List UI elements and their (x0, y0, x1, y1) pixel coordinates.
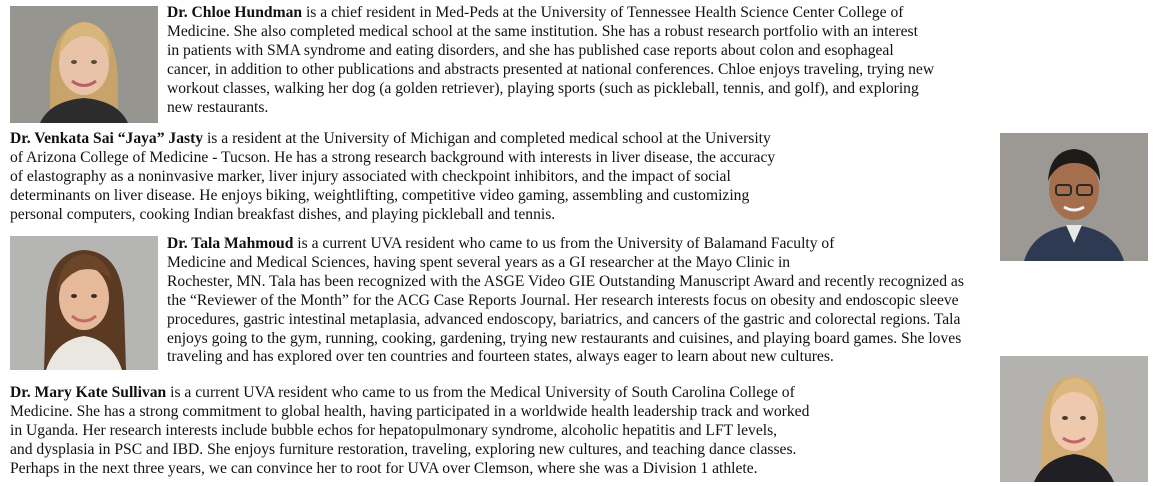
bio-chloe-hundman: Dr. Chloe Hundman is a chief resident in Med-Peds at the University of Tennessee Health Science Center College of Medicine. She also completed medical school at the same institution. She has a robust research portfolio with an interest in patients with SMA syndrome and eating disorders, and she has published case reports about colon and esophageal cancer, in addition to other publications and abstracts presented at national conferences. Chloe enjoys traveling, trying new workout classes, walking her dog (a golden retriever), playing sports (such as pickleball, tennis, and golf), and exploring new restaurants. (167, 4, 935, 116)
bio-mary-kate-sullivan: Dr. Mary Kate Sullivan is a current UVA resident who came to us from the Medical University of South Carolina College of Medicine. She has a strong commitment to global health, having participated in a worldwide health leadership track and worked in Uganda. Her research interests include bubble echos for hepatopulmonary syndrome, alcoholic hepatitis and LFT levels, and dysplasia in PSC and IBD. She enjoys furniture restoration, traveling, exploring new cultures, and teaching dance classes. Perhaps in the next three years, we can convince her to root for UVA over Clemson, where she was a Division 1 athlete. (10, 384, 810, 477)
bio-name: Dr. Chloe Hundman (167, 4, 303, 21)
venkata-jasty-portrait-icon (1000, 133, 1148, 261)
bio-name: Dr. Tala Mahmoud (167, 235, 294, 252)
bio-name: Dr. Venkata Sai “Jaya” Jasty (10, 130, 204, 147)
bio-tala-mahmoud: Dr. Tala Mahmoud is a current UVA resident who came to us from the University of Balamand Faculty of Medicine and Medical Sciences, having spent several years as a GI researcher at the Mayo Clinic in Rochester, MN. Tala has been recognized with the ASGE Video GIE Outstanding Manuscript Award and recently recognized as the “Reviewer of the Month” for the ACG Case Reports Journal. Her research interests focus on obesity and endoscopic sleeve procedures, gastric intestinal metaplasia, advanced endoscopy, bariatrics, and cancers of the gastric and colorectal regions. Tala enjoys going to the gym, running, cooking, gardening, trying new restaurants and cuisines, and playing board games. She loves traveling and has explored over ten countries and fourteen states, always eager to learn about new cultures. (167, 235, 964, 366)
bio-venkata-jasty: Dr. Venkata Sai “Jaya” Jasty is a resident at the University of Michigan and completed medical school at the University of Arizona College of Medicine - Tucson. He has a strong research background with interests in liver disease, the accuracy of elastography as a noninvasive marker, liver injury associated with checkpoint inhibitors, and the impact of social determinants on liver disease. He enjoys biking, weightlifting, competitive video gaming, assembling and customizing personal computers, cooking Indian breakfast dishes, and playing pickleball and tennis. (10, 130, 776, 223)
bio-name: Dr. Mary Kate Sullivan (10, 384, 167, 401)
mary-kate-sullivan-portrait-icon (1000, 356, 1148, 482)
chloe-hundman-portrait-icon (10, 6, 158, 123)
tala-mahmoud-portrait-icon (10, 236, 158, 370)
